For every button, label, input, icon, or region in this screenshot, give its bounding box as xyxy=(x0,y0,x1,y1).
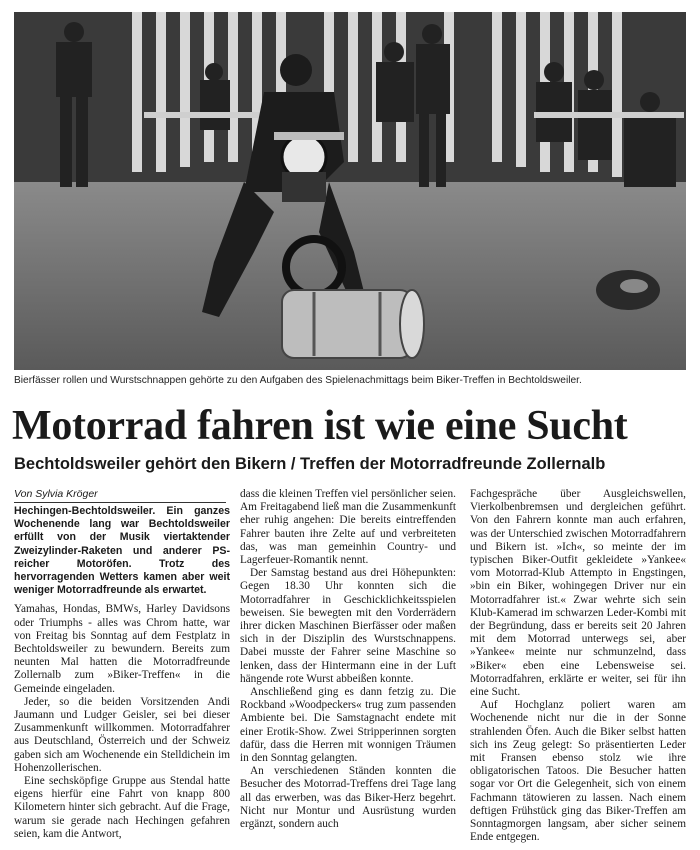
article-lead: Hechingen-Bechtoldsweiler. Ein ganzes Wochenende lang war Bechtoldsweiler erfüllt von der Musik viertaktender Zweizylinder-Raketen und anderer PS-reicher Motoröfen. Trotz des hervorragenden Wetters kamen aber weit weniger Motorradfreunde als erwartet. xyxy=(14,505,230,597)
subheadline: Bechtoldsweiler gehört den Bikern / Treffen der Motorradfreunde Zollernalb xyxy=(14,455,606,473)
paragraph: dass die kleinen Treffen viel persönlicher seien. Am Freitagabend ließ man die Zusammenkunft eher ruhig angehen: Die bereits eintreffenden Fahrer bauten ihre Zelte auf und verbreiteten das, was man gemeinhin Country- und Lagerfeuer-Romantik nennt. xyxy=(240,488,456,567)
article-photo xyxy=(14,12,686,370)
paragraph: Anschließend ging es dann fetzig zu. Die Rockband »Woodpeckers« trug zum passenden Ambiente bei. Die Samstagnacht endete mit einer Erotik-Show. Zwei Stripperinnen sorgten dafür, dass die Herren mit wonnigen Träumen in den Sonntag gelangten. xyxy=(240,686,456,765)
paragraph: Jeder, so die beiden Vorsitzenden Andi Jaumann und Ludger Geisler, sei bei dieser Zusammenkunft willkommen. Motorradfahrer aus Deutschland, Österreich und der Schweiz gaben sich am Wochenende ein Stelldichein im Hohenzollerischen. xyxy=(14,695,230,774)
paragraph: Yamahas, Hondas, BMWs, Harley Davidsons oder Triumphs - alles was Chrom hatte, war von Freitag bis Sonntag auf dem Festplatz in Bechtoldsweiler zu bewundern. Bereits zum neunten Mal hatten die Motorradfreunde Zollernalb zum »Biker-Treffen« in die Gemeinde eingeladen. xyxy=(14,603,230,695)
paragraph: An verschiedenen Ständen konnten die Besucher des Motorrad-Treffens drei Tage lang all das erwerben, was das Biker-Herz begehrt. Nicht nur Montur und Ausrüstung wurden ergänzt, sondern auch xyxy=(240,765,456,831)
paragraph: Auf Hochglanz poliert waren am Wochenende nicht nur die in der Sonne strahlenden Öfen. Auch die Biker selbst hatten sich ins Zeug gelegt: So präsentierten Leder mit Fransen ebenso stolz wie ihre obligatorischen Tatoos. Die Besucher hatten sogar vor Ort die Gelegenheit, sich von einem Fachmann tätowieren zu lassen. Nach einem deftigen Frühstück ging das Biker-Treffen am Sonntagmorgen langsam, aber sicher seinem Ende entgegen. xyxy=(470,699,686,844)
article-column-3 xyxy=(470,488,686,844)
headline: Motorrad fahren ist wie eine Sucht xyxy=(12,403,628,449)
article-column-2 xyxy=(240,488,456,831)
paragraph: Eine sechsköpfige Gruppe aus Stendal hatte eigens hierfür eine Fahrt von knapp 800 Kilometern hinter sich gebracht. Auf die Frage, warum sie gerade nach Hechingen gefahren seien, kam die Antwort, xyxy=(14,775,230,840)
paragraph: Fachgespräche über Ausgleichswellen, Vierkolbenbremsen und dergleichen geführt. Von den Fahrern konnte man auch erfahren, was der Unterschied zwischen Motorradfahrern und Bikern ist. »Ich«, so meinte der im typischen Biker-Outfit gekleidete »Yankee« vom Motorrad-Klub Attempto in Engstingen, »bin ein Biker, wohingegen Driver nur ein Motorradfahrer ist.« Zwar wehrte sich sein Klub-Kamerad im schwarzen Leder-Kombi mit der Begründung, dass er bereits seit 20 Jahren mit dem Motorrad unterwegs sei, aber »Yankee« meinte nur schmunzelnd, dass »Biker« eben eine Lebensweise sei. Motorradfahren, erklärte er weiter, sei für ihn eine Sucht. xyxy=(470,488,686,699)
paragraph: Der Samstag bestand aus drei Höhepunkten: Gegen 18.30 Uhr konnten sich die Motorradfahrer in Geschicklichkeitsspielen beweisen. Sie bewegten mit den Vorderrädern ihrer dicken Maschinen Bierfässer oder maßen sich in der Disziplin des Wurstschnappens. Dabei musste der Fahrer seine Maschine so lenken, dass der Hintermann eine in der Luft hängende rote Wurst abbeißen konnte. xyxy=(240,567,456,685)
author-byline: Von Sylvia Kröger xyxy=(14,488,226,503)
article-column-1 xyxy=(14,505,230,841)
photo-caption: Bierfässer rollen und Wurstschnappen gehörte zu den Aufgaben des Spielenachmittags beim Biker-Treffen in Bechtoldsweiler. xyxy=(14,375,582,386)
